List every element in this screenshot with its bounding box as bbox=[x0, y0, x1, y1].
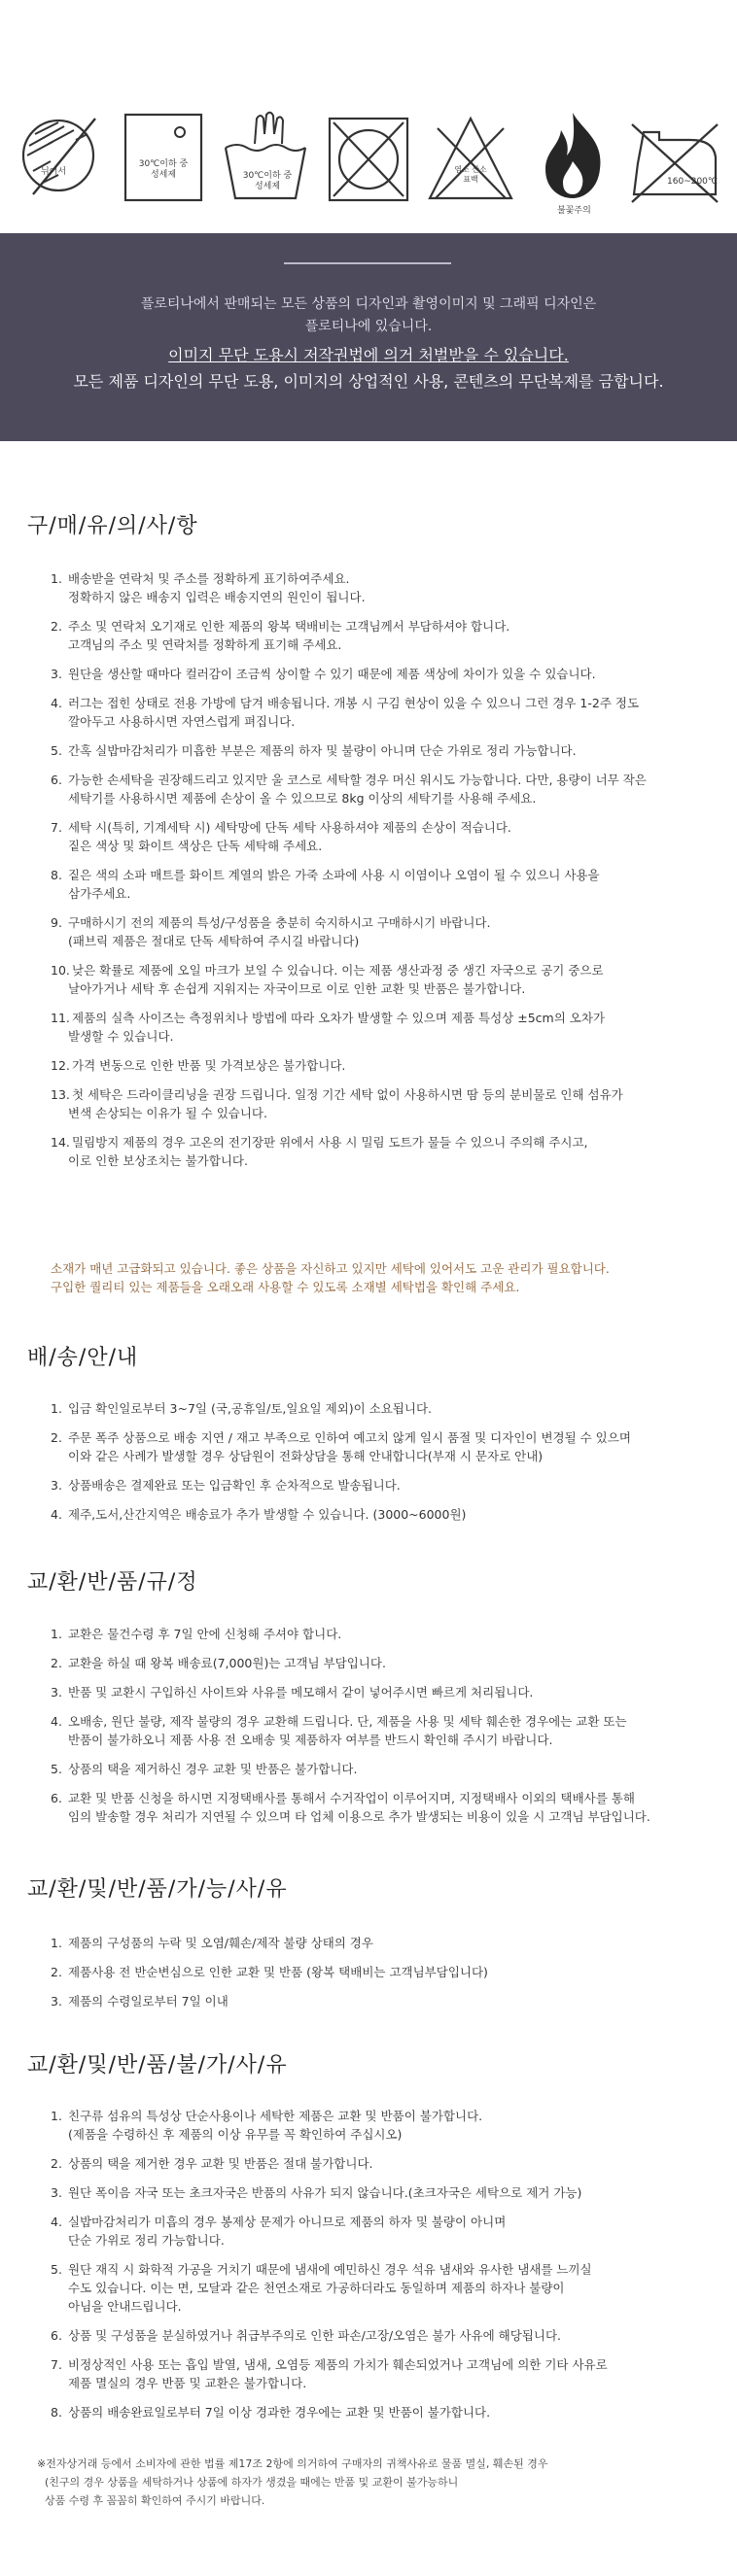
item-text: 입금 확인일로부터 3~7일 (국,공휴일/토,일요일 제외)이 소요됩니다. bbox=[68, 1401, 433, 1416]
item-text: (제품을 수령하신 후 제품의 이상 유무를 꼭 확인하여 주십시오) bbox=[68, 2127, 403, 2142]
item-text: 제품사용 전 반순변심으로 인한 교환 및 반품 (왕복 택배비는 고객님부담입니다) bbox=[68, 1965, 488, 1979]
item-number: 1. bbox=[51, 2109, 62, 2123]
item-text: 구매하시기 전의 제품의 특성/구성품을 충분히 숙지하시고 구매하시기 바랍니다. bbox=[68, 915, 491, 930]
care-note-line-1: 소재가 매년 고급화되고 있습니다. 좋은 상품을 자신하고 있지만 세탁에 있어서도 고운 관리가 필요합니다. bbox=[51, 1261, 610, 1276]
item-text: (패브릭 제품은 절대로 단독 세탁하여 주시길 바랍니다) bbox=[68, 934, 360, 948]
item-number: 12. bbox=[51, 1058, 70, 1073]
exchange-no-list bbox=[51, 2107, 721, 2432]
care-note bbox=[51, 1259, 610, 1296]
list-item bbox=[51, 741, 721, 760]
item-text: 실밥마감처리가 미흡의 경우 봉제상 문제가 아니므로 제품의 하자 및 불량이 아니며 bbox=[68, 2215, 507, 2229]
list-item bbox=[51, 961, 721, 998]
list-item bbox=[51, 913, 721, 950]
item-number: 14. bbox=[51, 1135, 70, 1150]
item-text: 주문 폭주 상품으로 배송 지연 / 재고 부족으로 인하여 예고치 않게 일시 품절 및 디자인이 변경될 수 있으며 bbox=[68, 1430, 631, 1445]
item-text: 낮은 확률로 제품에 오일 마크가 보일 수 있습니다. 이는 제품 생산과정 중 생긴 자국으로 공기 중으로 bbox=[72, 963, 604, 978]
care-icons-row bbox=[0, 0, 737, 233]
item-text: 교환은 물건수령 후 7일 안에 신청해 주셔야 합니다. bbox=[68, 1627, 342, 1641]
notice-line-2: 플로티나에 있습니다. bbox=[304, 319, 433, 334]
item-text: 세탁기를 사용하시면 제품에 손상이 올 수 있으므로 8kg 이상의 세탁기를 사용해 주세요. bbox=[68, 791, 537, 806]
item-number: 3. bbox=[51, 2185, 62, 2200]
list-item bbox=[51, 2213, 721, 2250]
list-item bbox=[51, 1760, 721, 1778]
list-item bbox=[51, 1428, 721, 1465]
item-text: 상품의 택을 제거하신 경우 교환 및 반품은 불가합니다. bbox=[68, 1762, 358, 1776]
notice-line-4: 모든 제품 디자인의 무단 도용, 이미지의 상업적인 사용, 콘텐츠의 무단복제를 금합니다. bbox=[73, 372, 664, 391]
list-item bbox=[51, 617, 721, 654]
footnote-line-1: ※전자상거래 등에서 소비자에 관한 법률 제17조 2항에 의거하여 구매자의 귀책사유로 물품 멸실, 훼손된 경우 bbox=[37, 2457, 548, 2470]
item-number: 3. bbox=[51, 1685, 62, 1700]
care-caption-2: 30℃이하 중성세제 bbox=[138, 159, 189, 180]
list-item bbox=[51, 866, 721, 903]
item-text: 수도 있습니다. 이는 면, 모달과 같은 천연소재로 가공하더라도 동일하며 제품의 하자나 불량이 bbox=[68, 2281, 565, 2295]
item-text: 간혹 실밥마감처리가 미흡한 부분은 제품의 하자 및 불량이 아니며 단순 가위로 정리 가능합니다. bbox=[68, 743, 577, 758]
item-text: 원단 폭이음 자국 또는 초크자국은 반품의 사유가 되지 않습니다.(초크자국은 세탁으로 제거 가능) bbox=[68, 2185, 582, 2200]
list-item bbox=[51, 818, 721, 855]
list-item bbox=[51, 1056, 721, 1075]
list-item bbox=[51, 2326, 721, 2345]
item-number: 8. bbox=[51, 868, 62, 882]
care-caption-5: 염소 산소표백 bbox=[454, 165, 487, 184]
list-item bbox=[51, 2107, 721, 2144]
list-item bbox=[51, 2154, 721, 2173]
list-item bbox=[51, 1085, 721, 1122]
item-text: 상품 및 구성품을 분실하였거나 취급부주의로 인한 파손/고장/오염은 불가 사유에 해당됩니다. bbox=[68, 2328, 562, 2343]
item-number: 10. bbox=[51, 963, 70, 978]
item-text: 상품의 택을 제거한 경우 교환 및 반품은 절대 불가합니다. bbox=[68, 2156, 373, 2171]
item-number: 3. bbox=[51, 1994, 62, 2009]
list-item bbox=[51, 1009, 721, 1046]
list-item bbox=[51, 1963, 721, 1981]
footnote-line-3: 상품 수령 후 꼼꼼히 확인하여 주시기 바랍니다. bbox=[45, 2494, 265, 2507]
item-number: 7. bbox=[51, 2357, 62, 2372]
no-tumble-dry-icon bbox=[320, 105, 417, 222]
item-text: 깔아두고 사용하시면 자연스럽게 펴집니다. bbox=[68, 714, 296, 729]
item-number: 13. bbox=[51, 1087, 70, 1102]
list-item bbox=[51, 2260, 721, 2316]
item-text: 정확하지 않은 배송지 입력은 배송지연의 원인이 됩니다. bbox=[68, 590, 366, 604]
item-number: 6. bbox=[51, 2328, 62, 2343]
list-item bbox=[51, 2355, 721, 2392]
item-text: 제품의 실측 사이즈는 측정위치나 방법에 따라 오차가 발생할 수 있으며 제품 특성상 ±5cm의 오차가 bbox=[72, 1011, 605, 1025]
list-item bbox=[51, 569, 721, 606]
item-text: 상품배송은 결제완료 또는 입금확인 후 순차적으로 발송됩니다. bbox=[68, 1478, 401, 1493]
care-caption-3: 30℃이하 중성세제 bbox=[242, 171, 293, 191]
care-caption-7: 160~200℃ bbox=[667, 177, 719, 187]
no-sun-icon bbox=[14, 105, 111, 222]
hand-wash-icon bbox=[116, 105, 213, 222]
item-text: 날아가거나 세탁 후 손쉽게 지워지는 자국이므로 이로 인한 교환 및 반품은 불가합니다. bbox=[68, 981, 526, 996]
item-text: 원단을 생산할 때마다 컬러감이 조금씩 상이할 수 있기 때문에 제품 색상에 차이가 있을 수 있습니다. bbox=[68, 667, 596, 681]
item-number: 2. bbox=[51, 619, 62, 634]
list-item bbox=[51, 1683, 721, 1701]
no-bleach-icon bbox=[422, 105, 519, 222]
item-text: 비정상적인 사용 또는 흡입 발열, 냄새, 오염등 제품의 가치가 훼손되었거나 고객님에 의한 기타 사유로 bbox=[68, 2357, 608, 2372]
item-text: 고객님의 주소 및 연락처를 정확하게 표기해 주세요. bbox=[68, 637, 342, 652]
hand-wash-tub-icon bbox=[218, 105, 315, 222]
list-item bbox=[51, 1992, 721, 2010]
footnote-line-2: (친구의 경우 상품을 세탁하거나 상품에 하자가 생겼을 때에는 반품 및 교환이 불가능하니 bbox=[45, 2476, 459, 2489]
list-item bbox=[51, 2403, 721, 2421]
item-number: 2. bbox=[51, 2156, 62, 2171]
item-number: 3. bbox=[51, 1478, 62, 1493]
item-number: 6. bbox=[51, 773, 62, 787]
item-number: 9. bbox=[51, 915, 62, 930]
delivery-list bbox=[51, 1399, 721, 1534]
item-text: 단순 가위로 정리 가능합니다. bbox=[68, 2233, 225, 2248]
list-item bbox=[51, 2183, 721, 2202]
item-number: 2. bbox=[51, 1965, 62, 1979]
item-text: 아님을 안내드립니다. bbox=[68, 2299, 182, 2314]
list-item bbox=[51, 694, 721, 731]
item-number: 3. bbox=[51, 667, 62, 681]
section-title-exchange-no: 교/환/및/반/품/불/가/사/유 bbox=[27, 2053, 288, 2078]
notice-divider bbox=[284, 262, 451, 264]
item-text: 임의 발송할 경우 처리가 지연될 수 있으며 타 업체 이용으로 추가 발생되는 비용이 있을 시 고객님 부담입니다. bbox=[68, 1809, 650, 1824]
care-note-line-2: 구입한 퀄리티 있는 제품들을 오래오래 사용할 수 있도록 소재별 세탁법을 확인해 주세요. bbox=[51, 1280, 520, 1294]
item-text: 주소 및 연락처 오기재로 인한 제품의 왕복 택배비는 고객님께서 부담하셔야 합니다. bbox=[68, 619, 510, 634]
list-item bbox=[51, 1789, 721, 1826]
item-text: 가능한 손세탁을 권장해드리고 있지만 울 코스로 세탁할 경우 머신 워시도 가능합니다. 다만, 용량이 너무 작은 bbox=[68, 773, 647, 787]
care-caption-1: 뉘어서 bbox=[41, 167, 67, 177]
item-text: 세탁 시(특히, 기계세탁 시) 세탁망에 단독 세탁 사용하셔야 제품의 손상이 적습니다. bbox=[68, 820, 511, 835]
item-text: 짙은 색의 소파 매트를 화이트 계열의 밝은 가죽 소파에 사용 시 이염이나 오염이 될 수 있으니 사용을 bbox=[68, 868, 600, 882]
item-text: 이로 인한 보상조치는 불가합니다. bbox=[68, 1153, 248, 1168]
fire-icon bbox=[524, 105, 621, 222]
item-text: 삼가주세요. bbox=[68, 886, 131, 901]
purchase-list bbox=[51, 569, 721, 1181]
item-number: 2. bbox=[51, 1656, 62, 1670]
list-item bbox=[51, 1399, 721, 1418]
item-text: 짙은 색상 및 화이트 색상은 단독 세탁해 주세요. bbox=[68, 839, 323, 853]
exchange-rules-list bbox=[51, 1625, 721, 1837]
item-text: 제품 멸실의 경우 반품 및 교환은 불가합니다. bbox=[68, 2376, 307, 2390]
item-number: 4. bbox=[51, 1714, 62, 1729]
legal-footnote bbox=[37, 2455, 547, 2510]
item-text: 반품 및 교환시 구입하신 사이트와 사유를 메모해서 같이 넣어주시면 빠르게 처리됩니다. bbox=[68, 1685, 534, 1700]
list-item bbox=[51, 1934, 721, 1952]
item-text: 첫 세탁은 드라이클리닝을 권장 드립니다. 일정 기간 세탁 없이 사용하시면 땀 등의 분비물로 인해 섬유가 bbox=[72, 1087, 623, 1102]
list-item bbox=[51, 771, 721, 807]
item-text: 발생할 수 있습니다. bbox=[68, 1029, 174, 1044]
item-text: 가격 변동으로 인한 반품 및 가격보상은 불가합니다. bbox=[72, 1058, 346, 1073]
item-text: 러그는 접힌 상태로 전용 가방에 담겨 배송됩니다. 개봉 시 구김 현상이 있을 수 있으니 그런 경우 1-2주 정도 bbox=[68, 696, 640, 710]
section-title-exchange-rules: 교/환/반/품/규/정 bbox=[27, 1570, 198, 1595]
item-text: 제주,도서,산간지역은 배송료가 추가 발생할 수 있습니다. (3000~6000원) bbox=[68, 1507, 467, 1522]
item-number: 1. bbox=[51, 1401, 62, 1416]
item-number: 11. bbox=[51, 1011, 70, 1025]
care-caption-6: 불꽃주의 bbox=[557, 206, 591, 216]
item-text: 이와 같은 사례가 발생할 경우 상담원이 전화상담을 통해 안내합니다(부재 시 문자로 안내) bbox=[68, 1449, 544, 1463]
list-item bbox=[51, 1505, 721, 1524]
item-text: 밀림방지 제품의 경우 고온의 전기장판 위에서 사용 시 밀림 도트가 물들 수 있으니 주의해 주시고, bbox=[72, 1135, 588, 1150]
item-number: 4. bbox=[51, 1507, 62, 1522]
item-number: 8. bbox=[51, 2405, 62, 2420]
item-number: 7. bbox=[51, 820, 62, 835]
item-text: 교환을 하실 때 왕복 배송료(7,000원)는 고객님 부담입니다. bbox=[68, 1656, 386, 1670]
item-number: 4. bbox=[51, 696, 62, 710]
iron-icon bbox=[626, 105, 723, 222]
exchange-ok-list bbox=[51, 1934, 721, 2021]
copyright-notice bbox=[0, 233, 737, 441]
item-text: 친구류 섬유의 특성상 단순사용이나 세탁한 제품은 교환 및 반품이 불가합니다. bbox=[68, 2109, 483, 2123]
list-item bbox=[51, 1625, 721, 1643]
item-number: 5. bbox=[51, 743, 62, 758]
item-number: 4. bbox=[51, 2215, 62, 2229]
section-title-exchange-ok: 교/환/및/반/품/가/능/사/유 bbox=[27, 1877, 288, 1902]
item-number: 2. bbox=[51, 1430, 62, 1445]
notice-line-3: 이미지 무단 도용시 저작권법에 의거 처벌받을 수 있습니다. bbox=[168, 346, 569, 364]
item-text: 제품의 구성품의 누락 및 오염/훼손/제작 불량 상태의 경우 bbox=[68, 1936, 373, 1950]
list-item bbox=[51, 1712, 721, 1749]
item-number: 5. bbox=[51, 1762, 62, 1776]
section-title-purchase: 구/매/유/의/사/항 bbox=[27, 514, 198, 538]
section-title-delivery: 배/송/안/내 bbox=[27, 1346, 139, 1370]
item-number: 1. bbox=[51, 1627, 62, 1641]
notice-line-1: 플로티나에서 판매되는 모든 상품의 디자인과 촬영이미지 및 그래픽 디자인은 bbox=[140, 296, 597, 312]
item-text: 교환 및 반품 신청을 하시면 지정택배사를 통해서 수거작업이 이루어지며, 지정택배사 이외의 택배사를 통해 bbox=[68, 1791, 635, 1805]
list-item bbox=[51, 1654, 721, 1672]
item-number: 1. bbox=[51, 571, 62, 586]
item-text: 원단 재직 시 화학적 가공을 거치기 때문에 냄새에 예민하신 경우 석유 냄새와 유사한 냄새를 느끼실 bbox=[68, 2262, 592, 2277]
item-text: 상품의 배송완료일로부터 7일 이상 경과한 경우에는 교환 및 반품이 불가합니다. bbox=[68, 2405, 491, 2420]
item-text: 오배송, 원단 불량, 제작 불량의 경우 교환해 드립니다. 단, 제품을 사용 및 세탁 훼손한 경우에는 교환 또는 bbox=[68, 1714, 627, 1729]
item-text: 제품의 수령일로부터 7일 이내 bbox=[68, 1994, 228, 2009]
list-item bbox=[51, 1476, 721, 1494]
list-item bbox=[51, 665, 721, 683]
item-text: 반품이 불가하오니 제품 사용 전 오배송 및 제품하자 여부를 반드시 확인해 주시기 바랍니다. bbox=[68, 1733, 553, 1747]
list-item bbox=[51, 1133, 721, 1170]
item-number: 1. bbox=[51, 1936, 62, 1950]
item-text: 변색 손상되는 이유가 될 수 있습니다. bbox=[68, 1106, 267, 1120]
item-text: 배송받을 연락처 및 주소를 정확하게 표기하여주세요. bbox=[68, 571, 350, 586]
item-number: 5. bbox=[51, 2262, 62, 2277]
item-number: 6. bbox=[51, 1791, 62, 1805]
